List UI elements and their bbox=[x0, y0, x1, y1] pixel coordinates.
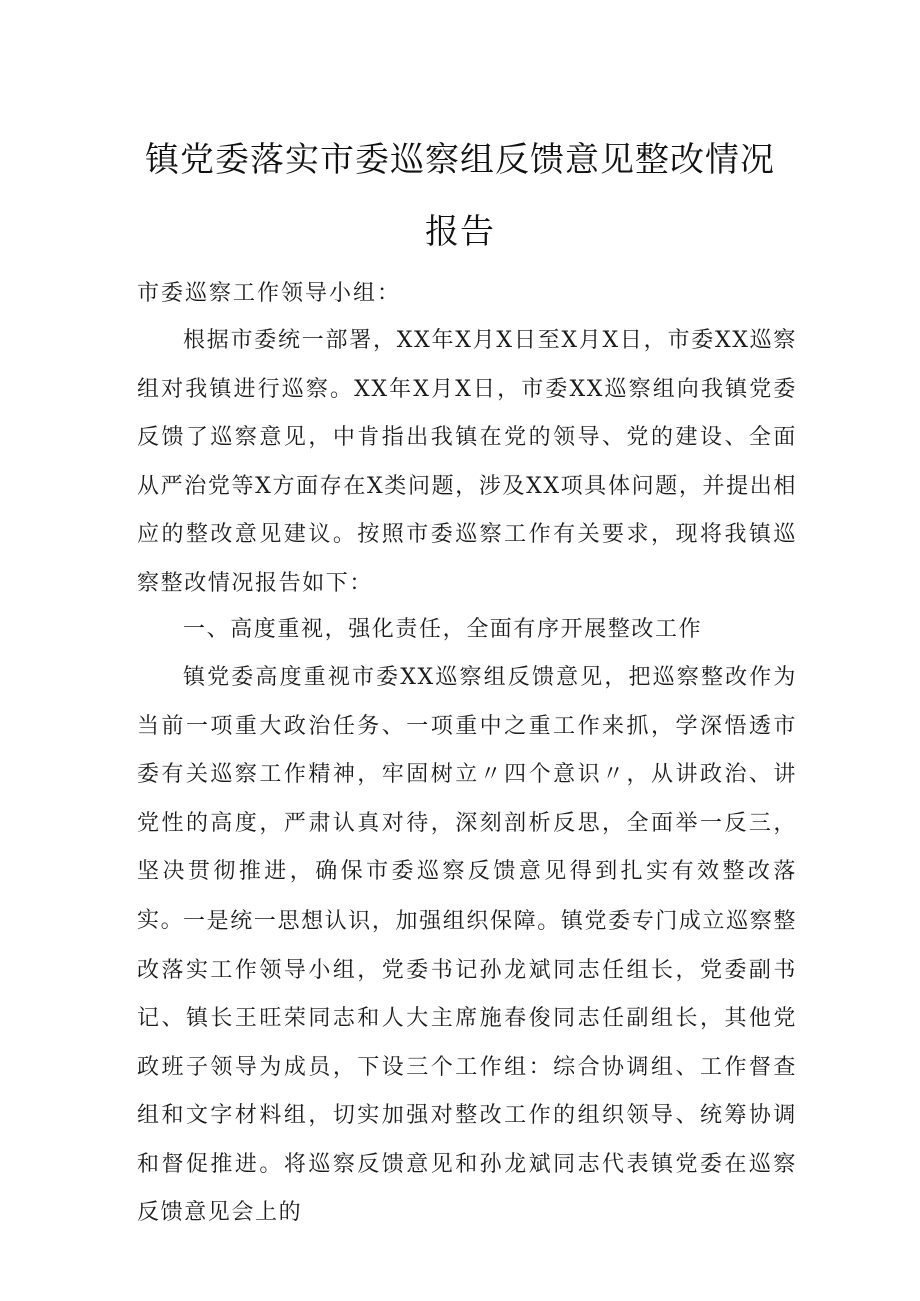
document-title-line-2: 报告 bbox=[425, 212, 495, 252]
paragraph-section-1-summary: 镇党委高度重视市委XX巡察组反馈意见，把巡察整改作为当前一项重大政治任务、一项重中之重工作来抓，学深悟透市委有关巡察工作精神，牢固树立〃四个意识〃，从讲政治、讲党性的高度，严肃认真对待，深刻剖析反思，全面举一反三，坚决贯彻推进，确保市委巡察反馈意见得到扎实有效整改落实。 bbox=[137, 665, 797, 933]
paragraph-section-1-point-1: 一是统一思想认识，加强组织保障。镇党委专门成立巡察整改落实工作领导小组，党委书记孙龙斌同志任组长，党委副书记、镇长王旺荣同志和人大主席施春俊同志任副组长，其他党政班子领导为成员，下设三个工作组：综合协调组、工作督查组和文字材料组，切实加强对整改工作的组织领导、统筹协调和督促推进。将巡察反馈意见和孙龙斌同志代表镇党委在巡察反馈意见会上的 bbox=[137, 909, 797, 1225]
salutation: 市委巡察工作领导小组： bbox=[137, 281, 402, 306]
section-heading-1: 一、高度重视，强化责任，全面有序开展整改工作 bbox=[183, 617, 703, 642]
document-title-line-1: 镇党委落实市委巡察组反馈意见整改情况 bbox=[145, 140, 775, 180]
paragraph-intro: 根据市委统一部署，XX年X月X日至X月X日，市委XX巡察组对我镇进行巡察。XX年X月X日，市委XX巡察组向我镇党委反馈了巡察意见，中肯指出我镇在党的领导、党的建设、全面从严治党等X方面存在X类问题，涉及XX项具体问题，并提出相应的整改意见建议。按照市委巡察工作有关要求，现将我镇巡察整改情况报告如下： bbox=[137, 328, 797, 596]
